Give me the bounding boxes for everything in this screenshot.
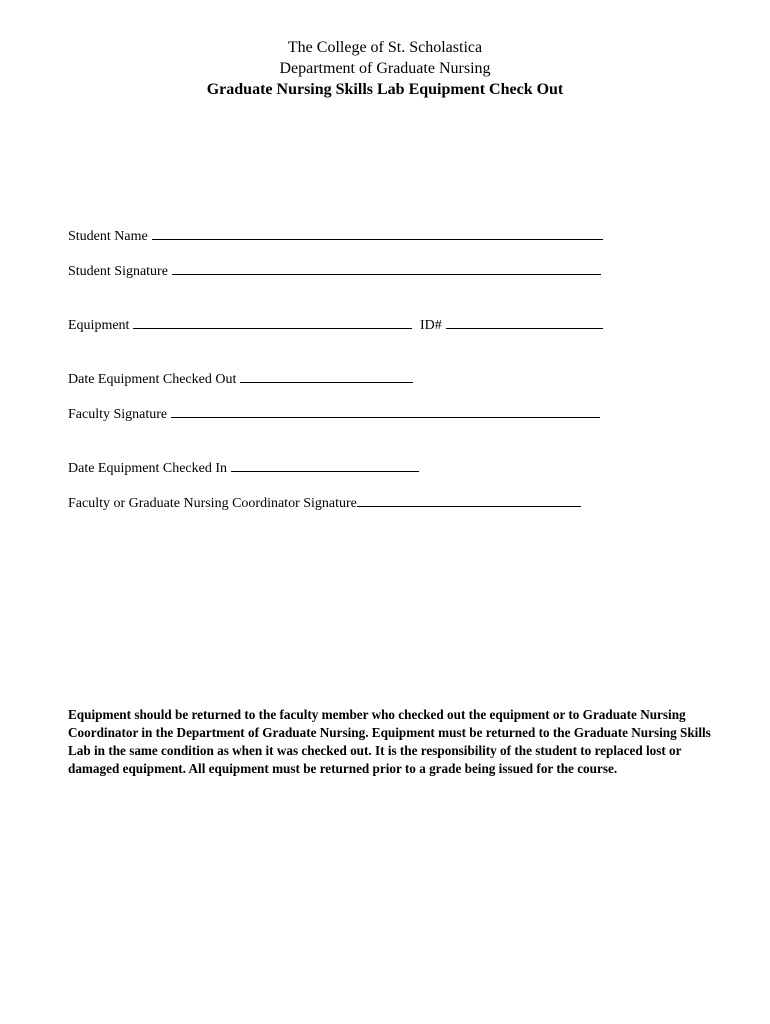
faculty-signature-line[interactable] [171,404,600,418]
coordinator-signature-line[interactable] [357,493,581,507]
department-name: Department of Graduate Nursing [279,60,491,77]
date-checked-out-label: Date Equipment Checked Out [68,372,237,387]
form-title: Graduate Nursing Skills Lab Equipment Check Out [206,81,564,98]
equipment-label: Equipment [68,318,130,333]
date-checked-in-label: Date Equipment Checked In [68,461,228,476]
student-signature-line[interactable] [172,261,601,275]
student-name-label: Student Name [68,229,148,244]
faculty-signature-label: Faculty Signature [68,407,168,422]
coordinator-signature-label: Faculty or Graduate Nursing Coordinator Signature [68,496,357,511]
equipment-line[interactable] [133,315,412,329]
faculty-signature-row [68,404,600,423]
id-label: ID# [419,318,442,333]
coordinator-signature-row [68,493,581,512]
college-name: The College of St. Scholastica [287,39,483,56]
student-signature-row [68,261,601,280]
document-header [0,37,770,100]
student-name-line[interactable] [152,226,603,240]
equipment-row [68,315,603,334]
date-checked-out-row [68,369,413,388]
date-checked-in-row [68,458,419,477]
student-name-row [68,226,603,245]
id-line[interactable] [446,315,603,329]
date-checked-in-line[interactable] [231,458,419,472]
return-policy-notice: Equipment should be returned to the faculty member who checked out the equipment or to Graduate Nursing Coordinator in the Department of Graduate Nursing. Equipment must be returned to the Graduate Nursing Skills Lab in the same condition as when it was checked out. It is the responsibility of the student to replaced lost or damaged equipment. All equipment must be returned prior to a grade being issued for the course. [68,707,711,776]
date-checked-out-line[interactable] [240,369,413,383]
student-signature-label: Student Signature [68,264,168,279]
